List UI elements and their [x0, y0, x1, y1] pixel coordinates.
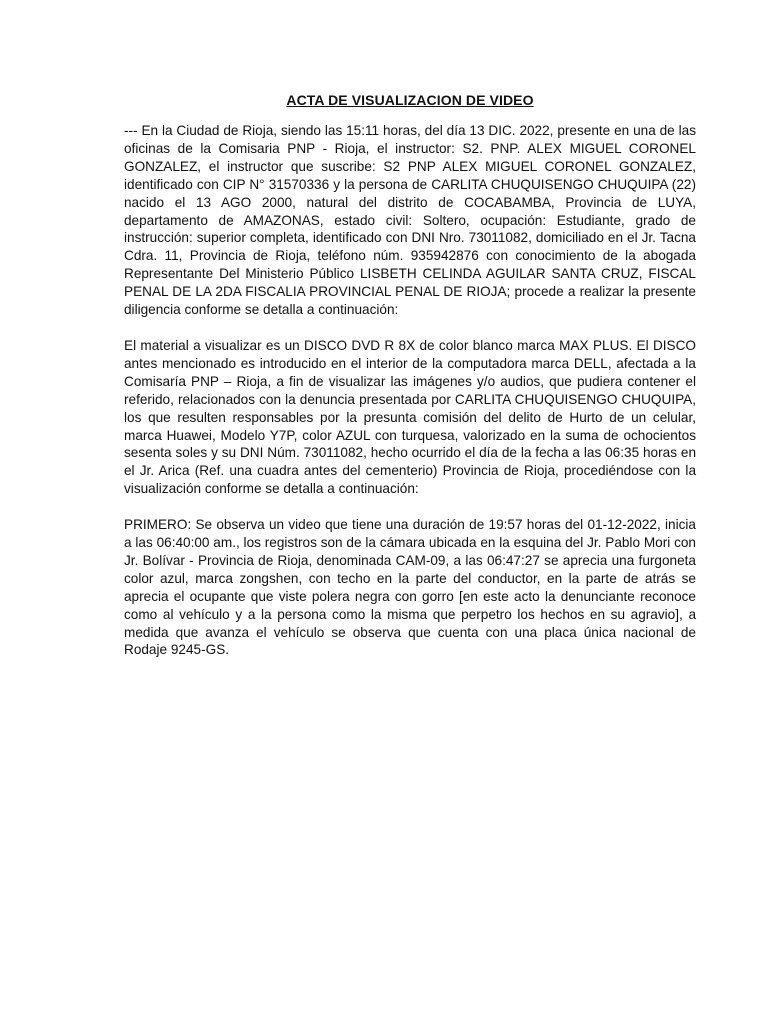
paragraph-intro: --- En la Ciudad de Rioja, siendo las 15:11 horas, del día 13 DIC. 2022, presente en una de las oficinas de la Comisaria PNP - Rioja, el instructor: S2. PNP. ALEX MIGUEL CORONEL GONZALEZ, el instructor que suscribe: S2 PNP ALEX MIGUEL CORONEL GONZALEZ, identificado con CIP N° 31570336 y la persona de CARLITA CHUQUISENGO CHUQUIPA (22) nacido el 13 AGO 2000, natural del distrito de COCABAMBA, Provincia de LUYA, departamento de AMAZONAS, estado civil: Soltero, ocupación: Estudiante, grado de instrucción: superior completa, identificado con DNI Nro. 73011082, domiciliado en el Jr. Tacna Cdra. 11, Provincia de Rioja, teléfono núm. 935942876 con conocimiento de la abogada Representante Del Ministerio Público LISBETH CELINDA AGUILAR SANTA CRUZ, FISCAL PENAL DE LA 2DA FISCALIA PROVINCIAL PENAL DE RIOJA; procede a realizar la presente diligencia conforme se detalla a continuación: [124, 123, 696, 318]
document-title: ACTA DE VISUALIZACION DE VIDEO [286, 92, 534, 108]
document-body [124, 90, 696, 677]
paragraph-primero: PRIMERO: Se observa un video que tiene una duración de 19:57 horas del 01-12-2022, inicia a las 06:40:00 am., los registros son de la cámara ubicada en la esquina del Jr. Pablo Mori con Jr. Bolívar - Provincia de Rioja, denominada CAM-09, a las 06:47:27 se aprecia una furgoneta color azul, marca zongshen, con techo en la parte del conductor, en la parte de atrás se aprecia el ocupante que viste polera negra con gorro [en este acto la denunciante reconoce como al vehículo y a la persona como la misma que perpetro los hechos en su agravio], a medida que avanza el vehículo se observa que cuenta con una placa única nacional de Rodaje 9245-GS. [124, 517, 696, 658]
paragraph-material: El material a visualizar es un DISCO DVD R 8X de color blanco marca MAX PLUS. El DISCO antes mencionado es introducido en el interior de la computadora marca DELL, afectada a la Comisaría PNP – Rioja, a fin de visualizar las imágenes y/o audios, que pudiera contener el referido, relacionados con la denuncia presentada por CARLITA CHUQUISENGO CHUQUIPA, los que resulten responsables por la presunta comisión del delito de Hurto de un celular, marca Huawei, Modelo Y7P, color AZUL con turquesa, valorizado en la suma de ochocientos sesenta soles y su DNI Núm. 73011082, hecho ocurrido el día de la fecha a las 06:35 horas en el Jr. Arica (Ref. una cuadra antes del cementerio) Provincia de Rioja, procediéndose con la visualización conforme se detalla a continuación: [124, 337, 696, 497]
